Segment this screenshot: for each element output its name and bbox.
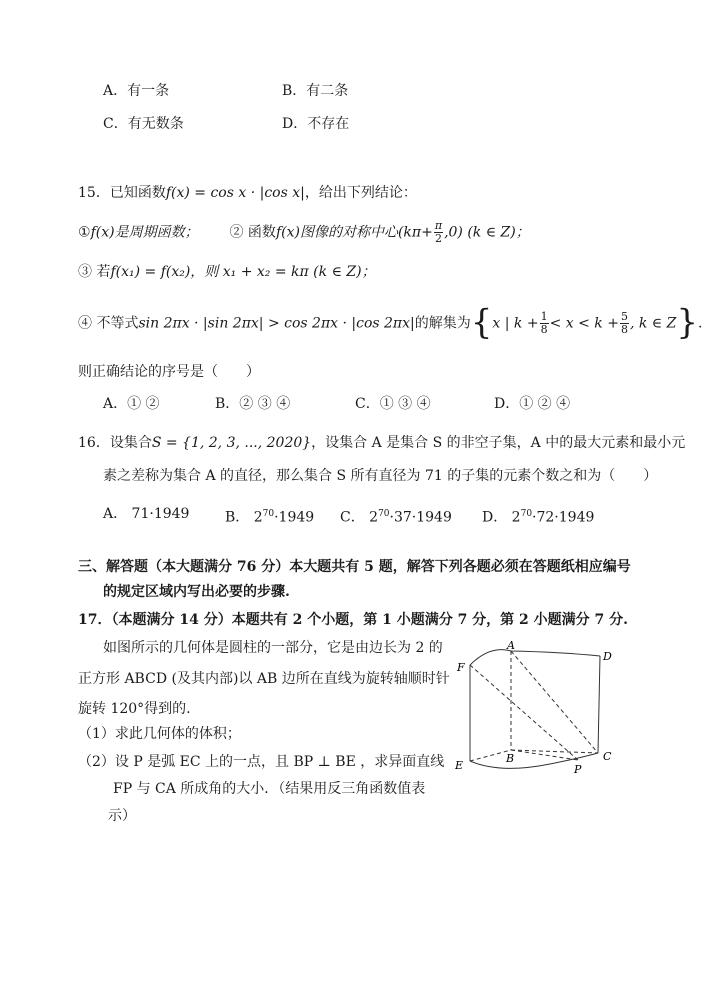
q17-sub-1: （1）求此几何体的体积； xyxy=(78,726,241,742)
cylinder-geometry-figure xyxy=(450,640,625,775)
q15-statements-1-2: ①f(x)是周期函数； ② 函数f(x)图像的对称中心(kπ+ $\frac{\pi}{2}$ ,0) (k ∈ Z)； xyxy=(78,219,530,245)
section3-line-1: 三、解答题（本大题满分 76 分）本大题共有 5 题，解答下列各题必须在答题纸相应编号 xyxy=(78,559,631,575)
q15-statement-4: ④ 不等式sin 2πx · |sin 2πx| > cos 2πx · |cos 2πx|的解集为{x | k + $\frac{1}{8}$ < x < k + $\frac{5}{8}$ , k ∈ Z}. xyxy=(78,302,702,343)
q15-function: f(x) = cos x · |cos x| xyxy=(165,185,305,201)
q15-inequality: sin 2πx · |sin 2πx| > cos 2πx · |cos 2πx| xyxy=(138,315,415,332)
label-d: D xyxy=(603,650,612,663)
q17-desc-1: 如图所示的几何体是圆柱的一部分，它是由边长为 2 的 xyxy=(103,640,443,656)
fraction-pi-over-2: $\frac{\pi}{2}$ xyxy=(434,219,443,245)
label-e: E xyxy=(455,759,464,772)
fraction-5-over-8: $\frac{5}{8}$ xyxy=(620,310,628,336)
q16-option-a: A． 71·1949 xyxy=(103,506,190,522)
q16-option-c: C． $2^{70}\cdot 37\cdot 1949$ xyxy=(340,509,452,526)
q15-question: 则正确结论的序号是（ ） xyxy=(78,364,260,380)
label-a: A xyxy=(507,639,515,652)
q15-option-d: D．① ② ④ xyxy=(494,396,571,412)
label-c: C xyxy=(603,750,612,763)
q14-option-d: D．不存在 xyxy=(282,116,350,132)
fraction-1-over-8: $\frac{1}{8}$ xyxy=(540,310,548,336)
q14-option-b: B．有二条 xyxy=(282,83,349,99)
q16-set: S = {1, 2, 3, ..., 2020} xyxy=(151,435,312,451)
q15-intro: 15．已知函数f(x) = cos x · |cos x|，给出下列结论： xyxy=(78,185,417,201)
q16-line-1: 16．设集合S = {1, 2, 3, ..., 2020}，设集合 A 是集合 S 的非空子集，A 中的最大元素和最小元 xyxy=(78,435,686,451)
label-b: B xyxy=(506,752,515,765)
q17-desc-2: 正方形 ABCD (及其内部)以 AB 边所在直线为旋转轴顺时针 xyxy=(78,671,450,687)
q16-option-b: B． $2^{70}\cdot 1949$ xyxy=(225,509,315,526)
q14-option-c: C．有无数条 xyxy=(103,116,184,132)
q15-option-b: B．② ③ ④ xyxy=(215,396,291,412)
q15-option-a: A．① ② xyxy=(103,396,160,412)
top-arc xyxy=(470,650,600,665)
q17-sub-2c: 示） xyxy=(108,808,136,824)
segment-fp xyxy=(470,665,578,760)
label-p: P xyxy=(574,763,582,776)
edge-dc xyxy=(598,656,600,753)
section3-line-2: 的规定区域内写出必要的步骤. xyxy=(103,584,290,600)
segment-ca xyxy=(511,651,598,753)
q17-header: 17．（本题满分 14 分）本题共有 2 个小题，第 1 小题满分 7 分，第 2 小题满分 7 分. xyxy=(78,612,629,628)
q15-option-c: C．① ③ ④ xyxy=(355,396,431,412)
segment-bc xyxy=(511,750,598,753)
q16-option-d: D． $2^{70}\cdot 72\cdot 1949$ xyxy=(482,509,595,526)
q17-desc-3: 旋转 120°得到的. xyxy=(78,701,191,717)
segment-eb xyxy=(470,750,511,761)
label-f: F xyxy=(457,661,465,674)
q14-option-a: A．有一条 xyxy=(103,83,170,99)
q16-line-2: 素之差称为集合 A 的直径，那么集合 S 所有直径为 71 的子集的元素个数之和为（ ） xyxy=(103,468,658,484)
q17-sub-2b: FP 与 CA 所成角的大小．（结果用反三角函数值表 xyxy=(113,781,426,797)
q15-statement-3: ③ 若f(x₁) = f(x₂)，则 x₁ + x₂ = kπ (k ∈ Z)； xyxy=(78,264,376,280)
q17-sub-2a: （2）设 P 是弧 EC 上的一点，且 BP ⊥ BE ，求异面直线 xyxy=(78,754,445,770)
